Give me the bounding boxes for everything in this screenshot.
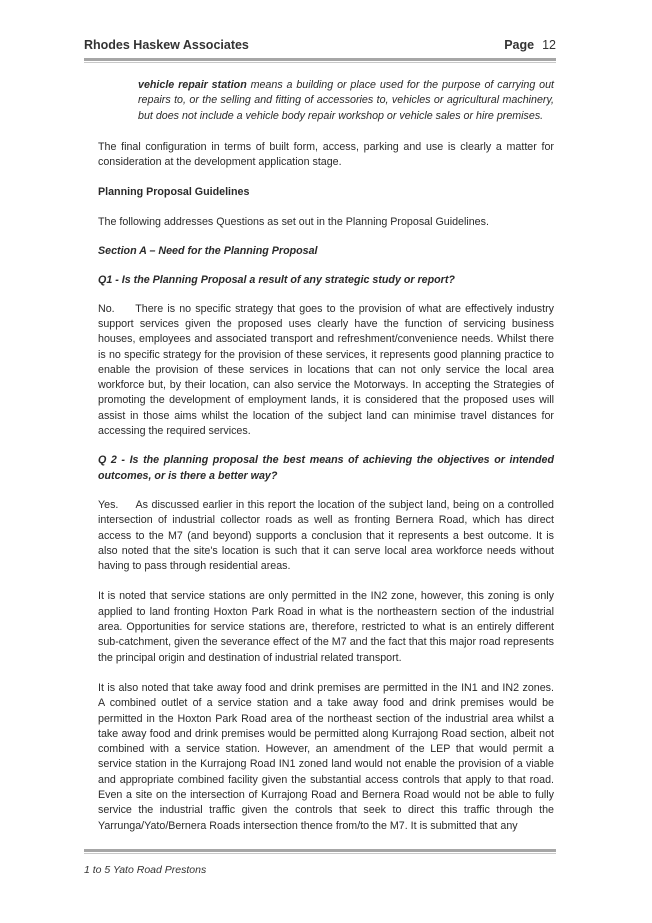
section-a-heading: Section A – Need for the Planning Proposal bbox=[98, 245, 318, 258]
page-number: 12 bbox=[542, 38, 556, 52]
service-stations-paragraph: It is noted that service stations are only permitted in the IN2 zone, however, this zoning is only applied to land fronting Hoxton Park Road in what is the northeastern section of the industrial area. Opportunities for service stations are, therefore, restricted to what is an entirely different sub-catchment, given the severance effect of the M7 and the fact that this major road represents the principal origin and destination of industrial related transport. bbox=[98, 590, 554, 664]
guidelines-heading: Planning Proposal Guidelines bbox=[98, 186, 250, 199]
q2-answer: Yes. As discussed earlier in this report the location of the subject land, being on a controlled intersection of industrial collector roads as well as fronting Bernera Road, which has direct access to the M7 (and beyond) supports a conclusion that it represents a best outcome. It is also noted that the site's location is such that it can serve local area workforce needs without having to pass through residential areas. bbox=[98, 498, 557, 573]
guidelines-intro: The following addresses Questions as set out in the Planning Proposal Guidelines. bbox=[98, 215, 489, 228]
page-label: Page bbox=[504, 38, 535, 52]
definition-term: vehicle repair station bbox=[138, 79, 247, 91]
page-body bbox=[98, 78, 557, 834]
take-away-paragraph: It is also noted that take away food and drink premises are permitted in the IN1 and IN2 zones. A combined outlet of a service station and a take away food and drink premises would be permitted in the Hoxton Park Road area of the northeast section of the industrial area whilst a take away food and drink premises would be permitted along Kurrajong Road section, albeit not combined with a service station. However, an amendment of the LEP that would permit a service station in the Kurrajong Road IN1 zoned land would not enable the provision of a viable and appropriate combined facility given the substantial access controls that apply to that road. Even a site on the intersection of Kurrajong Road and Bernera Road would not be able to fully service the industrial traffic given the controls that seek to direct this traffic through the Yarrunga/Yato/Bernera Roads intersection thence from/to the M7. It is submitted that any bbox=[98, 681, 554, 832]
q1-heading: Q1 - Is the Planning Proposal a result of any strategic study or report? bbox=[98, 274, 455, 287]
footer-address: 1 to 5 Yato Road Prestons bbox=[84, 864, 207, 876]
header-rule-thin bbox=[84, 62, 556, 63]
final-config-paragraph: The final configuration in terms of built form, access, parking and use is clearly a matter for consideration at the development application stage. bbox=[98, 140, 554, 169]
footer-rule bbox=[84, 849, 556, 852]
page-indicator bbox=[504, 38, 556, 52]
q1-answer: No. There is no specific strategy that goes to the provision of what are effectively industry support services given the proposed uses clearly have the function of servicing business houses, employees and associated transport and refreshment/convenience needs. Whilst there is no specific strategy for the provision of these services, it represents good planning practice to enable the provision of these services in locations that can not only service the local area workforce but, by their location, can also service the Motorways. In accepting the Strategies of promoting the development of employment lands, it is considered that the proposed uses will assist in those aims whilst the location of the subject land can minimise travel distances for accessing the required services. bbox=[98, 302, 557, 438]
q2-heading: Q 2 - Is the planning proposal the best means of achieving the objectives or intended outcomes, or is there a better way? bbox=[98, 454, 554, 482]
page-header bbox=[84, 38, 556, 52]
company-name: Rhodes Haskew Associates bbox=[84, 38, 249, 52]
header-rule bbox=[84, 58, 556, 61]
footer-rule-thin bbox=[84, 853, 556, 854]
definition-paragraph bbox=[138, 78, 554, 124]
definition-text: means a building or place used for the purpose of carrying out repairs to, or the selling and fitting of accessories to, vehicles or agricultural machinery, but does not include a vehicle body repair workshop or vehicle sales or hire premises. bbox=[138, 79, 554, 122]
